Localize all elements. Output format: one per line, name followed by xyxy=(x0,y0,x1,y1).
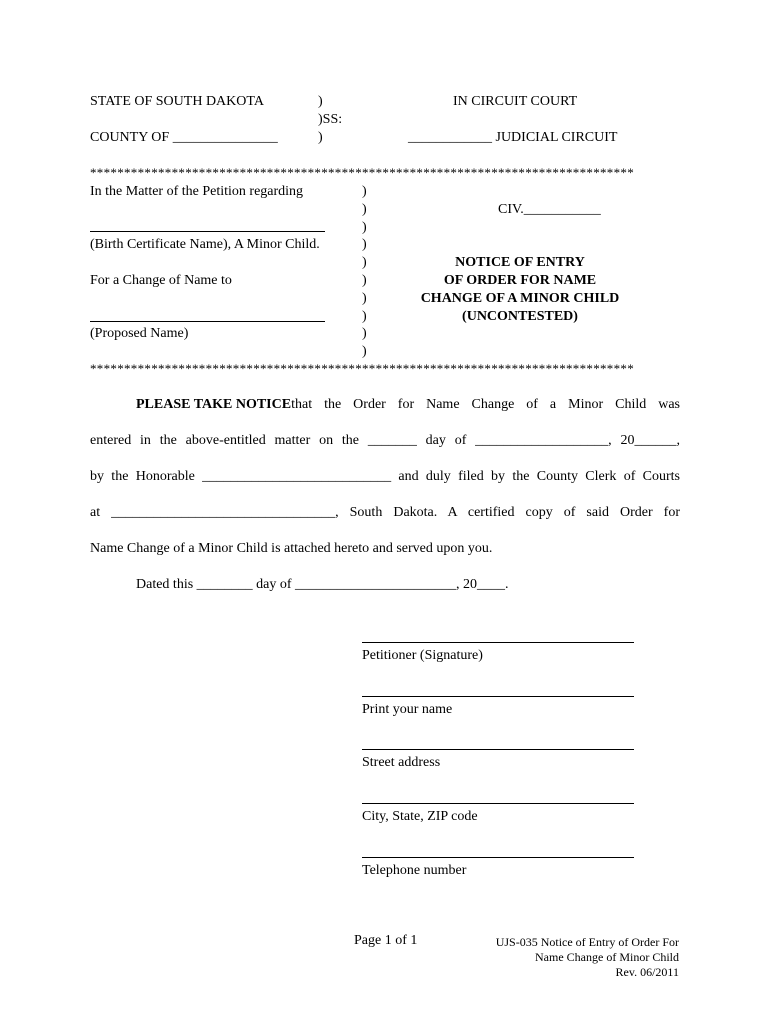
county-label: COUNTY OF _______________ xyxy=(90,130,278,145)
form-identifier xyxy=(496,935,679,980)
notice-title-line3: CHANGE OF A MINOR CHILD xyxy=(420,291,620,306)
city-state-zip-line[interactable] xyxy=(362,803,634,804)
body-line-1 xyxy=(136,398,680,412)
separator-bottom: ******************************************************************************** xyxy=(90,362,634,375)
please-take-notice: PLEASE TAKE NOTICE xyxy=(136,397,292,412)
matter-paren: ) xyxy=(362,237,367,252)
signature-line[interactable] xyxy=(362,642,634,643)
birth-name-label: (Birth Certificate Name), A Minor Child. xyxy=(90,237,320,252)
state-label: STATE OF SOUTH DAKOTA xyxy=(90,94,264,109)
page-number: Page 1 of 1 xyxy=(354,933,418,948)
notice-title-line1: NOTICE OF ENTRY xyxy=(455,255,585,270)
ss-label: )SS: xyxy=(318,112,343,127)
court-label: IN CIRCUIT COURT xyxy=(453,94,578,109)
notice-title-line2: OF ORDER FOR NAME xyxy=(443,273,597,288)
telephone-label: Telephone number xyxy=(362,863,467,878)
form-id-line1: UJS-035 Notice of Entry of Order For xyxy=(495,935,679,949)
proposed-name-line[interactable] xyxy=(90,321,325,322)
change-to-label: For a Change of Name to xyxy=(90,273,232,288)
matter-label: In the Matter of the Petition regarding xyxy=(90,184,304,199)
body-line-4: at ________________________________, South Dakota. A certified copy of said Order for xyxy=(90,505,680,520)
street-address-label: Street address xyxy=(362,755,441,770)
matter-paren: ) xyxy=(362,255,367,270)
petitioner-signature-label: Petitioner (Signature) xyxy=(362,648,483,663)
matter-paren: ) xyxy=(362,326,367,341)
caption-paren: ) xyxy=(318,94,323,109)
print-name-line[interactable] xyxy=(362,696,634,697)
matter-paren: ) xyxy=(362,202,367,217)
birth-name-line[interactable] xyxy=(90,231,325,232)
dated-line: Dated this ________ day of _______________________, 20____. xyxy=(136,577,509,592)
body-line-3: by the Honorable ___________________________ and duly filed by the County Clerk of Courts xyxy=(90,469,680,484)
civ-number: CIV.___________ xyxy=(498,202,601,217)
matter-paren: ) xyxy=(362,273,367,288)
separator-top: ******************************************************************************** xyxy=(90,166,634,179)
matter-paren: ) xyxy=(362,309,367,324)
print-name-label: Print your name xyxy=(362,702,453,717)
notice-title-line4: (UNCONTESTED) xyxy=(462,309,578,324)
matter-paren: ) xyxy=(362,220,367,235)
matter-paren: ) xyxy=(362,184,367,199)
street-address-line[interactable] xyxy=(362,749,634,750)
body-line-2: entered in the above-entitled matter on the _______ day of ___________________, 20______, xyxy=(90,433,680,448)
matter-paren: ) xyxy=(362,291,367,306)
telephone-line[interactable] xyxy=(362,857,634,858)
judicial-circuit-label: ____________ JUDICIAL CIRCUIT xyxy=(408,130,618,145)
form-id-line3: Rev. 06/2011 xyxy=(615,965,679,979)
matter-paren: ) xyxy=(362,344,367,359)
notice-sentence: that the Order for Name Change of a Minor Child was xyxy=(291,397,680,412)
city-state-zip-label: City, State, ZIP code xyxy=(362,809,478,824)
proposed-name-label: (Proposed Name) xyxy=(90,326,189,341)
caption-paren: ) xyxy=(318,130,323,145)
form-id-line2: Name Change of Minor Child xyxy=(535,950,679,964)
body-line-5: Name Change of a Minor Child is attached hereto and served upon you. xyxy=(90,541,493,556)
